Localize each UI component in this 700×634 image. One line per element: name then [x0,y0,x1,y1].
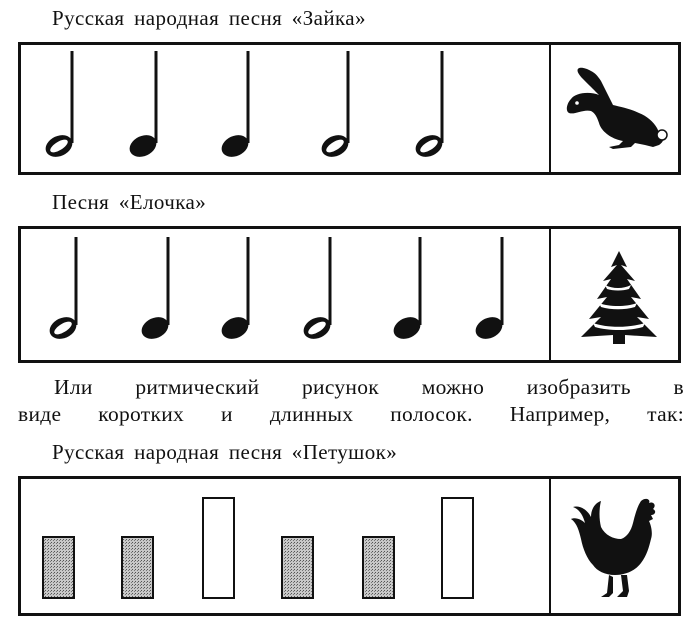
quarter-note [126,51,160,161]
long-bar [442,498,473,598]
rhythm-notes-elochka [21,229,551,360]
quarter-note [390,237,424,343]
song-title-zaika: Русская народная песня «Зайка» [52,6,366,30]
quarter-note [138,237,172,343]
explanation-paragraph [18,374,684,428]
picture-divider [549,479,551,613]
song-title-elochka: Песня «Елочка» [52,190,207,214]
quarter-note [218,237,252,343]
long-bar [203,498,234,598]
short-bar [282,537,313,598]
half-note [318,51,352,161]
half-note [42,51,76,161]
short-bar [363,537,394,598]
rhythm-box-petushok [18,476,681,616]
short-bar [43,537,74,598]
rabbit-icon [561,65,671,155]
half-note [300,237,334,343]
song-title-petushok: Русская народная песня «Петушок» [52,440,398,464]
rhythm-notes-zaika [21,45,551,172]
fir-tree-icon [579,249,659,345]
picture-divider [549,45,551,172]
paragraph-line-1: Или ритмический рисунок можно изобразить в [54,375,684,399]
short-bar [122,537,153,598]
quarter-note [472,237,506,343]
quarter-note [218,51,252,161]
paragraph-line-2: виде коротких и длинных полосок. Например, так: [18,402,684,426]
rooster-icon [561,493,671,605]
half-note [46,237,80,343]
picture-divider [549,229,551,360]
rhythm-box-zaika [18,42,681,175]
half-note [412,51,446,161]
rhythm-bars-petushok [21,479,551,613]
rhythm-box-elochka [18,226,681,363]
